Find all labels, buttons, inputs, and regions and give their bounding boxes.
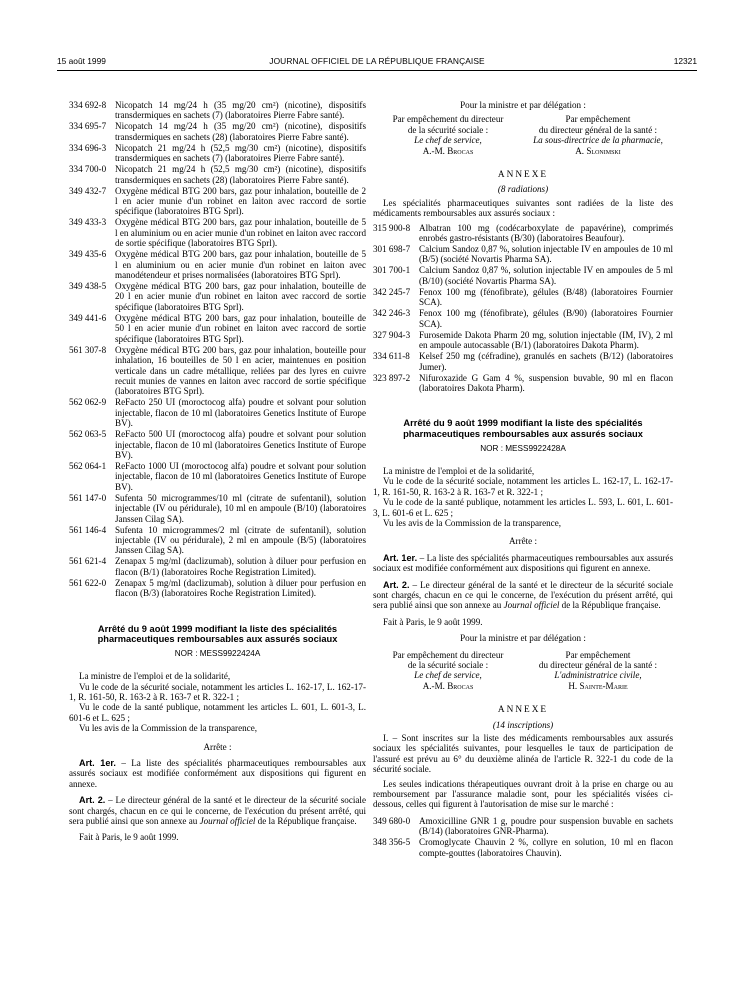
cip-code: 315 900-8	[373, 222, 411, 233]
cip-code: 342 246-3	[373, 308, 411, 319]
annexe-subtitle-2: (14 inscriptions)	[492, 719, 554, 730]
product-description: Sufenta 10 microgrammes/2 ml (citrate de sufentanil), solution injectable (IV ou péridurale), 2 ml en ampoule (B/5) (laboratoires Janssen Cilag SA).	[115, 524, 366, 556]
list-item	[373, 816, 673, 837]
signature-line: du directeur général de la santé :	[538, 124, 658, 135]
signature-title: La sous-directrice de la pharmacie,	[533, 135, 663, 146]
article-2	[373, 580, 673, 611]
cip-code: 561 622-0	[69, 577, 107, 588]
signature-block-2	[373, 650, 673, 692]
list-item	[373, 373, 673, 394]
cip-code: 561 307-8	[69, 344, 107, 355]
header-rule	[57, 70, 697, 71]
cip-code: 349 441-6	[69, 312, 107, 323]
preamble-line: La ministre de l'emploi et de la solidarité,	[383, 465, 535, 476]
signature-name: A.-M. Brocas	[422, 680, 474, 691]
article-1-text: – La liste des spécialités pharmaceutiques remboursables aux assurés sociaux est modifiée conformément aux dispositions qui figurent en annexe.	[69, 758, 366, 789]
preamble-line: Vu les avis de la Commission de la transparence,	[383, 517, 561, 528]
annexe-title-2: ANNEXE	[497, 705, 549, 716]
list-item	[69, 429, 366, 460]
arrete-title-2: Arrêté du 9 août 1999 modifiant la liste des spécialités pharmaceutiques remboursables aux assurés sociaux	[403, 418, 643, 439]
product-description: Kelsef 250 mg (céfradine), granulés en sachets (B/12) (laboratoires Jumer).	[419, 351, 673, 372]
product-description: ReFacto 1000 UI (moroctocog alfa) poudre et solvant pour solution injectable, flacon de 10 ml (laboratoires Genetics Institute of Europe BV).	[115, 460, 366, 492]
cip-code: 334 611-8	[373, 351, 410, 362]
product-description: Nicopatch 21 mg/24 h (52,5 mg/30 cm²) (nicotine), dispositifs transdermiques en sachets (7) (laboratoires Pierre Fabre santé).	[115, 142, 366, 164]
delegation-line: Pour la ministre et par délégation :	[460, 633, 586, 644]
product-description: Oxygène médical BTG 200 bars, gaz pour inhalation, bouteille de 5 l en aluminium ou en acier munie d'un robinet en laiton avec manodétendeur et prises normalisées (laboratoires BTG Sprl).	[115, 249, 366, 281]
list-item	[69, 121, 366, 142]
cip-code: 327 904-3	[373, 329, 411, 340]
cip-code: 323 897-2	[373, 372, 411, 383]
cip-code: 349 432-7	[69, 185, 107, 196]
product-description: Nicopatch 14 mg/24 h (35 mg/20 cm²) (nicotine), dispositifs transdermiques en sachets (7) (laboratoires Pierre Fabre santé).	[115, 100, 366, 121]
left-column	[69, 100, 366, 843]
annexe-paragraph: I. – Sont inscrites sur la liste des médicaments remboursables aux assurés sociaux les spécialités suivantes, pour lesquelles le taux de participation de l'assuré est prévu au 6° du deuxième alinéa de l'article R. 322-1 du code de la sécurité sociale.	[373, 733, 673, 775]
preamble-line: Vu le code de la santé publique, notamment les articles L. 593, L. 601, L. 601-3, L. 601-6 et L. 625 ;	[373, 497, 673, 518]
signature-name: A.-M. Brocas	[422, 145, 474, 156]
list-item	[69, 493, 366, 524]
list-item	[373, 265, 673, 286]
product-description: Oxygène médical BTG 200 bars, gaz pour inhalation, bouteille de 50 l en acier munie d'un robinet en laiton avec raccord de sortie spécifique (laboratoires BTG Sprl).	[115, 312, 366, 344]
signature-line: de la sécurité sociale :	[407, 124, 489, 135]
product-description: Amoxicilline GNR 1 g, poudre pour suspension buvable en sachets (B/14) (laboratoires GNR-Pharma).	[419, 815, 673, 837]
list-item	[373, 287, 673, 308]
list-item	[373, 223, 673, 244]
list-item	[373, 837, 673, 858]
cip-code: 334 700-0	[69, 164, 107, 175]
signature-name: A. Slonimski	[575, 145, 621, 156]
article-2-text: – Le directeur général de la santé et le directeur de la sécurité sociale sont chargés, chacun en ce qui le concerne, de l'exécution du présent arrêté, qui sera publié ainsi que son annexe au	[373, 579, 673, 611]
signature-title: Le chef de service,	[414, 670, 482, 681]
nor-number-2: NOR : MESS9922428A	[480, 443, 566, 453]
cip-code: 349 433-3	[69, 217, 107, 228]
preamble-line: Vu les avis de la Commission de la transparence,	[79, 723, 257, 734]
list-item	[69, 313, 366, 344]
product-description: Nicopatch 21 mg/24 h (52,5 mg/30 cm²) (nicotine), dispositifs transdermiques en sachets (28) (laboratoires Pierre Fabre santé).	[115, 164, 366, 185]
annexe-intro-1: Les spécialités pharmaceutiques suivantes sont radiées de la liste des médicaments remboursables aux assurés sociaux :	[373, 197, 673, 219]
header-journal-title: JOURNAL OFFICIEL DE LA RÉPUBLIQUE FRANÇAISE	[269, 56, 485, 66]
list-item	[373, 351, 673, 372]
product-description: Zenapax 5 mg/ml (daclizumab), solution à diluer pour perfusion en flacon (B/3) (laboratoires Roche Registration Limited).	[115, 577, 366, 599]
signature-line: de la sécurité sociale :	[407, 660, 489, 670]
cip-code: 349 680-0	[373, 815, 411, 826]
signature-line: Par empêchement	[565, 114, 631, 125]
annexe-1-entry-list	[373, 223, 673, 394]
cip-code: 348 356-5	[373, 837, 411, 848]
article-2-text-end: de la République française.	[255, 816, 357, 827]
signature-line: du directeur général de la santé :	[538, 660, 658, 670]
cip-code: 342 245-7	[373, 286, 411, 297]
cip-code: 349 438-5	[69, 281, 107, 292]
list-item	[69, 525, 366, 556]
signature-title: L'administratrice civile,	[554, 670, 642, 681]
signature-left	[373, 114, 523, 156]
product-description: Nifuroxazide G Gam 4 %, suspension buvable, 90 ml en flacon (laboratoires Dakota Pharm).	[419, 372, 673, 393]
cip-code: 334 692-8	[69, 100, 107, 110]
journal-officiel-ref: Journal officiel	[503, 600, 560, 611]
header-page-number: 12321	[673, 56, 697, 66]
arrete-label: Arrête :	[508, 536, 538, 547]
signature-name: H. Sainte-Marie	[568, 680, 628, 691]
preamble-line: Vu le code de la sécurité sociale, notamment les articles L. 162-17, L. 162-17-1, R. 161-50, R. 163-2 à R. 163-7 et R. 322-1 ;	[373, 476, 673, 497]
product-description: ReFacto 250 UI (moroctocog alfa) poudre et solvant pour solution injectable, flacon de 10 ml (laboratoires Genetics Institute of Europe BV).	[115, 397, 366, 429]
list-item	[69, 100, 366, 121]
arrete-title-1: Arrêté du 9 août 1999 modifiant la liste des spécialités pharmaceutiques remboursables aux assurés sociaux	[97, 623, 338, 645]
header-date: 15 août 1999	[57, 56, 106, 66]
product-description: Furosemide Dakota Pharm 20 mg, solution injectable (IM, IV), 2 ml en ampoule autocassable (B/1) (laboratoires Dakota Pharm).	[419, 329, 673, 351]
preamble-line: Vu le code de la sécurité sociale, notamment les articles L. 162-17, L. 162-17-1, R. 161-50, R. 163-2 à R. 163-7 et R. 322-1 ;	[69, 681, 366, 702]
signature-block-1	[373, 114, 673, 156]
annexe-2-entry-list	[373, 816, 673, 858]
product-description: ReFacto 500 UI (moroctocog alfa) poudre et solvant pour solution injectable, flacon de 10 ml (laboratoires Genetics Institute of Europe BV).	[115, 429, 366, 460]
list-item	[69, 249, 366, 280]
article-1	[69, 758, 366, 789]
article-1-label: Art. 1er.	[383, 552, 418, 563]
cip-code: 349 435-6	[69, 249, 107, 260]
journal-officiel-ref: Journal officiel	[199, 816, 256, 827]
article-1-text: – La liste des spécialités pharmaceutiques remboursables aux assurés sociaux est modifiée conformément aux dispositions qui figurent en annexe.	[373, 552, 673, 574]
right-column	[373, 100, 673, 859]
article-2-label: Art. 2.	[79, 795, 106, 806]
signature-right	[523, 650, 673, 692]
cip-code: 562 064-1	[69, 460, 107, 471]
left-entry-list	[69, 100, 366, 599]
cip-code: 562 063-5	[69, 429, 107, 440]
arrete-label: Arrête :	[203, 741, 232, 752]
nor-number-1: NOR : MESS9922424A	[174, 648, 261, 658]
product-description: Fenox 100 mg (fénofibrate), gélules (B/48) (laboratoires Fournier SCA).	[419, 286, 673, 308]
list-item	[69, 143, 366, 164]
list-item	[69, 217, 366, 248]
signature-line: Par empêchement du directeur	[392, 649, 504, 660]
cip-code: 301 698-7	[373, 244, 411, 255]
product-description: Fenox 100 mg (fénofibrate), gélules (B/90) (laboratoires Fournier SCA).	[419, 308, 673, 329]
list-item	[69, 556, 366, 577]
product-description: Oxygène médical BTG 200 bars, gaz pour inhalation, bouteille pour inhalation, 16 bouteilles de 50 l en acier, maintenues en position verticale dans un cadre métallique, reliées par des lyres en cuivre recuit munies de vannes en laiton avec raccord de sortie spécifique (laboratoires BTG Sprl).	[115, 344, 366, 397]
list-item	[69, 281, 366, 312]
product-description: Albatran 100 mg (codécarboxylate de papavérine), comprimés enrobés gastro-résistants (B/30) (laboratoires Beaufour).	[419, 222, 673, 244]
article-1-label: Art. 1er.	[79, 758, 116, 769]
cip-code: 561 147-0	[69, 492, 107, 503]
cip-code: 561 146-4	[69, 524, 107, 535]
signature-line: Par empêchement du directeur	[392, 114, 504, 125]
preamble-line: Vu le code de la santé publique, notamment les articles L. 601, L. 601-3, L. 601-6 et L. 625 ;	[69, 702, 366, 723]
article-2-text-end: de la République française.	[559, 600, 661, 611]
signature-line: Par empêchement	[565, 649, 631, 660]
article-1	[373, 553, 673, 574]
article-2-label: Art. 2.	[383, 579, 410, 590]
product-description: Nicopatch 14 mg/24 h (35 mg/20 cm²) (nicotine), dispositifs transdermiques en sachets (28) (laboratoires Pierre Fabre santé).	[115, 121, 366, 142]
product-description: Oxygène médical BTG 200 bars, gaz pour inhalation, bouteille de 2 l en acier munie d'un robinet en laiton avec raccord de sortie spécifique (laboratoires BTG Sprl).	[115, 185, 366, 217]
product-description: Zenapax 5 mg/ml (daclizumab), solution à diluer pour perfusion en flacon (B/1) (laboratoires Roche Registration Limited).	[115, 556, 366, 577]
list-item	[69, 461, 366, 492]
product-description: Calcium Sandoz 0,87 %, solution injectable IV en ampoules de 10 ml (B/5) (société Novartis Pharma SA).	[419, 244, 673, 265]
fait-a-paris: Fait à Paris, le 9 août 1999.	[79, 832, 179, 843]
list-item	[373, 330, 673, 351]
cip-code: 301 700-1	[373, 265, 411, 276]
list-item	[373, 308, 673, 329]
cip-code: 562 062-9	[69, 397, 107, 408]
list-item	[69, 345, 366, 397]
delegation-line: Pour la ministre et par délégation :	[460, 100, 586, 110]
signature-title: Le chef de service,	[414, 135, 482, 146]
annexe-paragraph: Les seules indications thérapeutiques ouvrant droit à la prise en charge ou au remboursement par l'assurance maladie sont, pour les spécialités visées ci-dessous, celles qui figurent à l'autorisation de mise sur le marché :	[373, 778, 673, 810]
product-description: Sufenta 50 microgrammes/10 ml (citrate de sufentanil), solution injectable (IV ou péridurale), 10 ml en ampoule (B/10) (laboratoires Janssen Cilag SA).	[115, 492, 366, 524]
list-item	[69, 186, 366, 217]
list-item	[373, 244, 673, 265]
fait-a-paris: Fait à Paris, le 9 août 1999.	[383, 616, 483, 627]
cip-code: 334 695-7	[69, 121, 107, 132]
product-description: Cromoglycate Chauvin 2 %, collyre en solution, 10 ml en flacon compte-gouttes (laboratoires Chauvin).	[419, 837, 673, 858]
article-2-text: – Le directeur général de la santé et le directeur de la sécurité sociale sont chargés, chacun en ce qui le concerne, de l'exécution du présent arrêté, qui sera publié ainsi que son annexe au	[69, 795, 366, 827]
product-description: Oxygène médical BTG 200 bars, gaz pour inhalation, bouteille de 20 l en acier munie d'un robinet en laiton avec raccord de sortie spécifique (laboratoires BTG Sprl).	[115, 281, 366, 312]
annexe-title-1: ANNEXE	[497, 170, 549, 181]
page-header	[57, 56, 697, 68]
list-item	[69, 164, 366, 185]
signature-right	[523, 114, 673, 156]
list-item	[69, 578, 366, 599]
product-description: Oxygène médical BTG 200 bars, gaz pour inhalation, bouteille de 5 l en aluminium ou en acier munie d'un robinet en laiton avec raccord de sortie spécifique (laboratoires BTG Sprl).	[115, 217, 366, 249]
cip-code: 561 621-4	[69, 556, 107, 567]
cip-code: 334 696-3	[69, 142, 107, 153]
product-description: Calcium Sandoz 0,87 %, solution injectable IV en ampoules de 5 ml (B/10) (société Novartis Pharma SA).	[419, 265, 673, 286]
annexe-subtitle-1: (8 radiations)	[497, 184, 549, 195]
list-item	[69, 397, 366, 428]
article-2	[69, 795, 366, 826]
signature-left	[373, 650, 523, 692]
preamble-line: La ministre de l'emploi et de la solidarité,	[79, 671, 231, 682]
